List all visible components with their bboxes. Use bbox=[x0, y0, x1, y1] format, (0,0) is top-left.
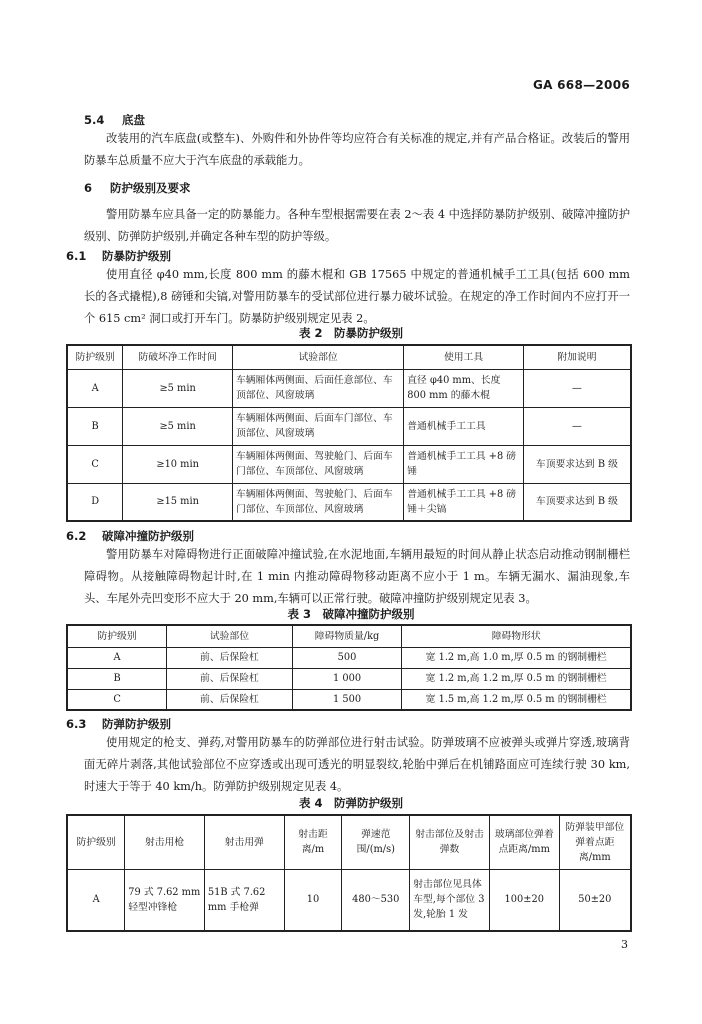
section-6-2-heading: 6.2 破障冲撞防护级别 bbox=[66, 529, 195, 543]
table-cell: 射击部位见具体车型,每个部位 3 发,轮胎 1 发 bbox=[410, 869, 490, 931]
table-row bbox=[67, 445, 631, 483]
table-4-header: 射击部位及射击弹数 bbox=[410, 815, 490, 869]
section-5-4-heading: 5.4 底盘 bbox=[84, 113, 146, 127]
standard-number: GA 668—2006 bbox=[532, 78, 630, 92]
table-cell: 51B 式 7.62 mm 手枪弹 bbox=[204, 869, 284, 931]
table-4-header: 防护级别 bbox=[67, 815, 125, 869]
table-cell: 车辆厢体两侧面、驾驶舱门、后面车门部位、车顶部位、风窗玻璃 bbox=[232, 483, 403, 521]
section-6-3-text: 使用规定的枪支、弹药,对警用防暴车的防弹部位进行射击试验。防弹玻璃不应被弹头或弹片穿透,玻璃背面无碎片剥落,其他试验部位不应穿透或出现可透光的明显裂纹,轮胎中弹后在机铺路面应可连续行驶 30 km,时速大于等于 40 km/h。防弹防护级别规定见表 4。 bbox=[84, 736, 630, 793]
table-cell: 普通机械手工工具 +8 磅锤＋尖镐 bbox=[404, 483, 524, 521]
table-cell: 宽 1.2 m,高 1.0 m,厚 0.5 m 的钢制栅栏 bbox=[402, 647, 631, 668]
table-cell: A bbox=[67, 869, 125, 931]
table-row bbox=[67, 869, 631, 931]
table-4-caption: 表 4 防弹防护级别 bbox=[298, 796, 403, 810]
table-2-caption: 表 2 防暴防护级别 bbox=[298, 326, 403, 340]
table-cell: 车顶要求达到 B 级 bbox=[523, 445, 631, 483]
table-row bbox=[67, 407, 631, 445]
table-cell: 直径 φ40 mm、长度 800 mm 的藤木棍 bbox=[404, 369, 524, 407]
table-cell: 1 500 bbox=[292, 689, 402, 710]
table-cell: 100±20 bbox=[489, 869, 559, 931]
table-cell: — bbox=[523, 407, 631, 445]
page-number: 3 bbox=[621, 938, 628, 951]
table-cell: C bbox=[67, 445, 123, 483]
table-4-header: 射击用枪 bbox=[125, 815, 205, 869]
table-4-header: 防弹装甲部位弹着点距离/mm bbox=[559, 815, 631, 869]
table-2-header: 试验部位 bbox=[232, 345, 403, 369]
table-cell: ≥15 min bbox=[123, 483, 233, 521]
table-cell: ≥5 min bbox=[123, 369, 233, 407]
table-row bbox=[67, 668, 631, 689]
table-2-header: 防破坏净工作时间 bbox=[123, 345, 233, 369]
table-4 bbox=[66, 814, 632, 932]
table-4-header: 射击距离/m bbox=[284, 815, 342, 869]
section-5-4-text: 改装用的汽车底盘(或整车)、外购件和外协件等均应符合有关标准的规定,并有产品合格证。改装后的警用防暴车总质量不应大于汽车底盘的承载能力。 bbox=[84, 132, 630, 167]
table-2-header: 防护级别 bbox=[67, 345, 123, 369]
table-cell: 车辆厢体两侧面、后面车门部位、车顶部位、风窗玻璃 bbox=[232, 407, 403, 445]
table-cell: 宽 1.2 m,高 1.2 m,厚 0.5 m 的钢制栅栏 bbox=[402, 668, 631, 689]
section-6-heading: 6 防护级别及要求 bbox=[84, 181, 191, 195]
section-6-1-text: 使用直径 φ40 mm,长度 800 mm 的藤木棍和 GB 17565 中规定的普通机械手工工具(包括 600 mm 长的各式撬棍),8 磅锤和尖镐,对警用防暴车的受试部位进行暴力破坏试验。在规定的净工作时间内不应打开一个 615 cm² 洞口或打开车门。防暴防护级别规定见表 2。 bbox=[84, 268, 630, 325]
table-cell: 500 bbox=[292, 647, 402, 668]
table-row bbox=[67, 483, 631, 521]
section-6-1-heading: 6.1 防暴防护级别 bbox=[66, 249, 172, 263]
table-3 bbox=[66, 624, 632, 711]
table-2 bbox=[66, 344, 632, 522]
table-row bbox=[67, 647, 631, 668]
table-2-header: 使用工具 bbox=[404, 345, 524, 369]
table-cell: 车辆厢体两侧面、后面任意部位、车顶部位、风窗玻璃 bbox=[232, 369, 403, 407]
table-row bbox=[67, 369, 631, 407]
table-cell: B bbox=[67, 407, 123, 445]
table-3-caption: 表 3 破障冲撞防护级别 bbox=[287, 607, 415, 621]
table-cell: 50±20 bbox=[559, 869, 631, 931]
table-2-header: 附加说明 bbox=[523, 345, 631, 369]
table-cell: 10 bbox=[284, 869, 342, 931]
table-cell: ≥10 min bbox=[123, 445, 233, 483]
table-4-header: 射击用弹 bbox=[204, 815, 284, 869]
section-6-2-text: 警用防暴车对障碍物进行正面破障冲撞试验,在水泥地面,车辆用最短的时间从静止状态启动推动钢制栅栏障碍物。从接触障碍物起计时,在 1 min 内推动障碍物移动距离不应小于 1 m。车辆无漏水、漏油现象,车头、车尾外壳凹变形不应大于 20 mm,车辆可以正常行驶。破障冲撞防护级别规定见表 3。 bbox=[84, 548, 630, 605]
table-cell: D bbox=[67, 483, 123, 521]
table-cell: C bbox=[67, 689, 167, 710]
table-3-header: 障碍物形状 bbox=[402, 625, 631, 647]
table-3-header: 防护级别 bbox=[67, 625, 167, 647]
table-cell: 前、后保险杠 bbox=[167, 647, 293, 668]
table-cell: 1 000 bbox=[292, 668, 402, 689]
section-6-text: 警用防暴车应具备一定的防暴能力。各种车型根据需要在表 2～表 4 中选择防暴防护级别、破障冲撞防护级别、防弹防护级别,并确定各种车型的防护等级。 bbox=[84, 208, 630, 243]
table-cell: A bbox=[67, 647, 167, 668]
table-cell: — bbox=[523, 369, 631, 407]
table-cell: 前、后保险杠 bbox=[167, 668, 293, 689]
table-cell: 79 式 7.62 mm 轻型冲锋枪 bbox=[125, 869, 205, 931]
table-cell: 宽 1.5 m,高 1.2 m,厚 0.5 m 的钢制栅栏 bbox=[402, 689, 631, 710]
table-cell: 前、后保险杠 bbox=[167, 689, 293, 710]
table-cell: 普通机械手工工具 +8 磅锤 bbox=[404, 445, 524, 483]
table-row bbox=[67, 689, 631, 710]
table-cell: 480～530 bbox=[342, 869, 410, 931]
table-cell: ≥5 min bbox=[123, 407, 233, 445]
table-cell: 车辆厢体两侧面、驾驶舱门、后面车门部位、车顶部位、风窗玻璃 bbox=[232, 445, 403, 483]
table-3-header: 障碍物质量/kg bbox=[292, 625, 402, 647]
section-6-3-heading: 6.3 防弹防护级别 bbox=[66, 717, 172, 731]
table-3-header: 试验部位 bbox=[167, 625, 293, 647]
table-4-header: 玻璃部位弹着点距离/mm bbox=[489, 815, 559, 869]
table-cell: B bbox=[67, 668, 167, 689]
table-cell: 车顶要求达到 B 级 bbox=[523, 483, 631, 521]
table-cell: A bbox=[67, 369, 123, 407]
table-cell: 普通机械手工工具 bbox=[404, 407, 524, 445]
table-4-header: 弹速范围/(m/s) bbox=[342, 815, 410, 869]
